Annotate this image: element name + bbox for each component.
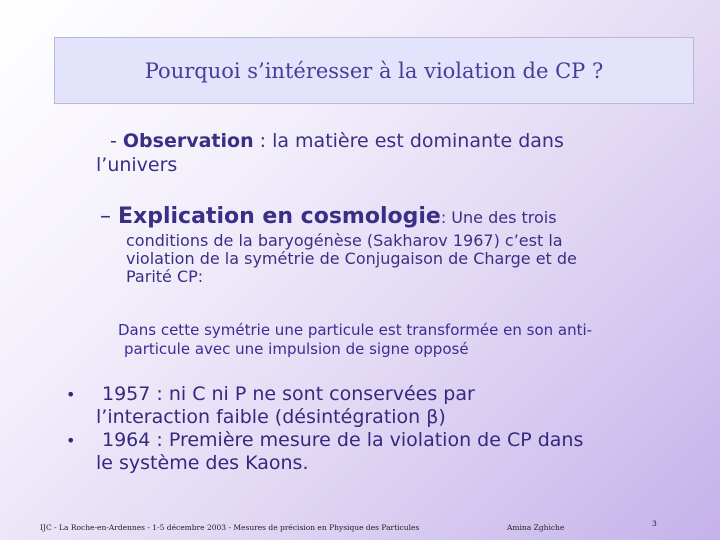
bullet-line: le système des Kaons. bbox=[96, 452, 309, 474]
explication-text: : Une des trois bbox=[440, 208, 557, 227]
explication-line: violation de la symétrie de Conjugaison de Charge et de bbox=[126, 249, 577, 268]
footer-conference: IJC - La Roche-en-Ardennes - 1-5 décembre 2003 - Mesures de précision en Physique des Particules bbox=[40, 523, 420, 532]
bullet-line: 1964 : Première mesure de la violation de CP dans bbox=[102, 429, 584, 451]
bullet-marker: • bbox=[66, 385, 76, 404]
explication-dash: – bbox=[100, 204, 118, 229]
bullet-item bbox=[60, 429, 700, 475]
bullet-list bbox=[60, 383, 700, 475]
explication-line: Parité CP: bbox=[126, 267, 204, 286]
bullet-marker: • bbox=[66, 431, 76, 450]
bullet-line: 1957 : ni C ni P ne sont conservées par bbox=[102, 383, 475, 405]
observation-keyword: Observation bbox=[122, 130, 254, 152]
observation-block bbox=[96, 129, 656, 177]
page-number: 3 bbox=[652, 519, 657, 528]
slide-title: Pourquoi s’intéresser à la violation de CP ? bbox=[144, 58, 604, 83]
footer-author: Amina Zghiche bbox=[507, 523, 565, 532]
bullet-line: l’interaction faible (désintégration β) bbox=[96, 406, 446, 428]
explication-body bbox=[126, 232, 686, 286]
observation-line2: l’univers bbox=[96, 154, 178, 176]
symmetry-note bbox=[118, 321, 688, 359]
observation-text: : la matière est dominante dans bbox=[253, 130, 564, 152]
symmetry-line: particule avec une impulsion de signe opposé bbox=[124, 340, 469, 358]
bullet-item bbox=[60, 383, 700, 429]
explication-line: conditions de la baryogénèse (Sakharov 1967) c’est la bbox=[126, 231, 563, 250]
symmetry-line: Dans cette symétrie une particule est transformée en son anti- bbox=[118, 321, 593, 339]
explication-heading bbox=[100, 205, 557, 230]
observation-dash: - bbox=[110, 130, 123, 152]
explication-keyword: Explication en cosmologie bbox=[118, 204, 441, 229]
title-box bbox=[54, 37, 694, 104]
